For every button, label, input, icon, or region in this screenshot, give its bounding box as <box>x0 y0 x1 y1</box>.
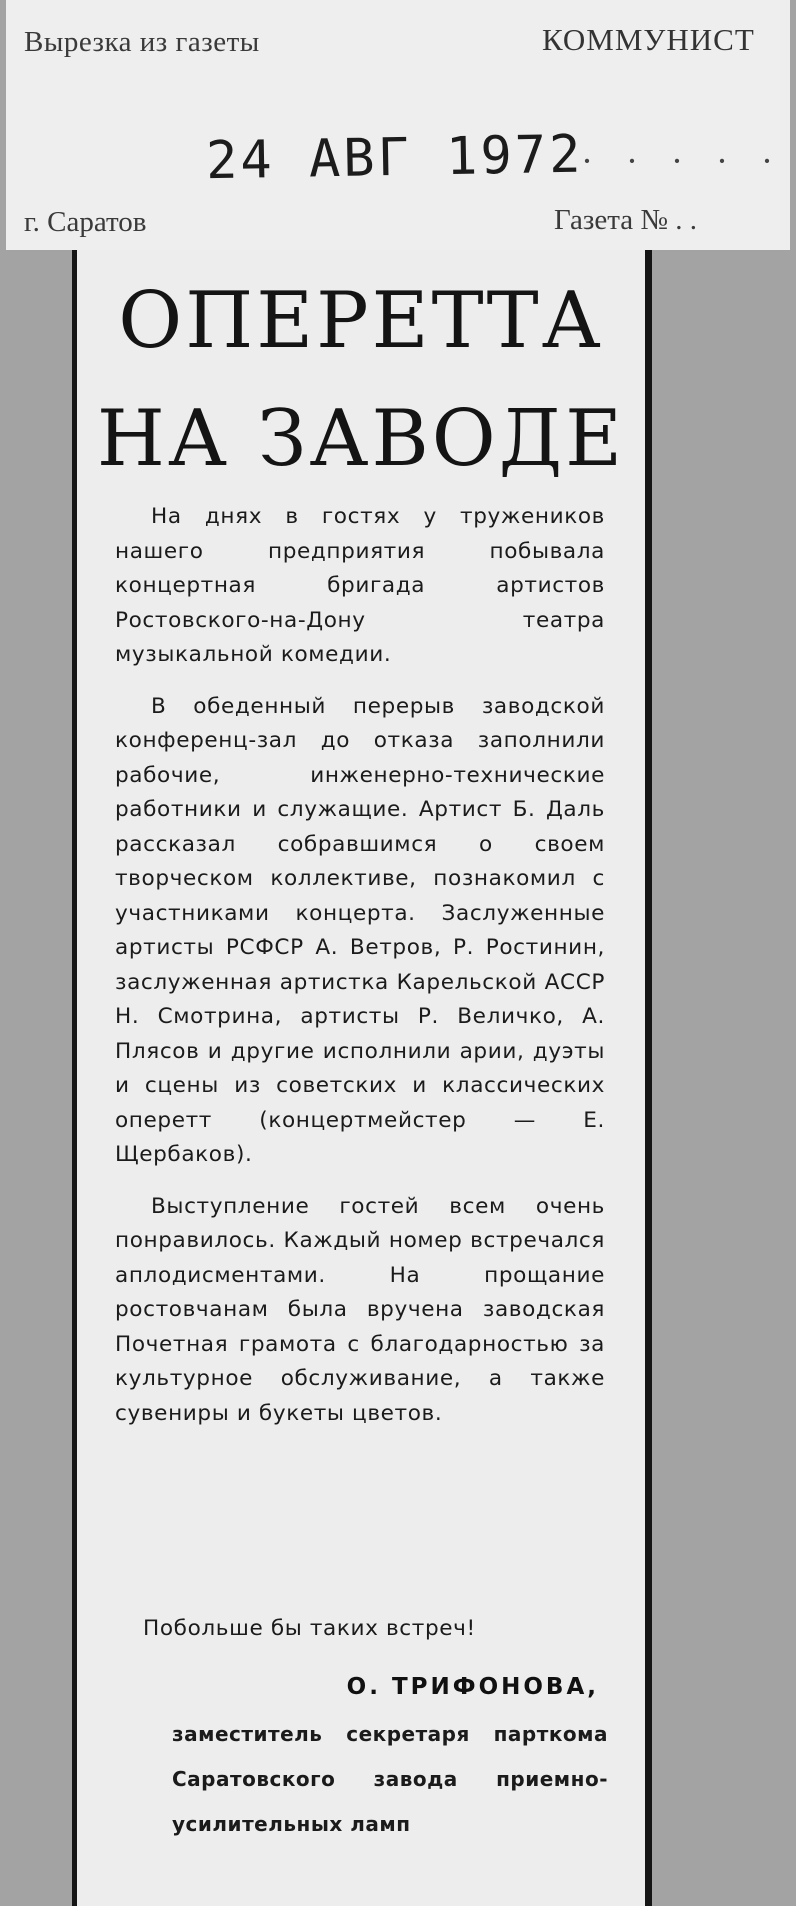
author-title: заместитель секретаря парткома Саратовского завода приемно-усилительных ламп <box>172 1722 608 1836</box>
date-dots: · · · · · <box>581 141 785 181</box>
headline-line-1: ОПЕРЕТТА <box>118 276 604 366</box>
author-name: О. ТРИФОНОВА, <box>346 1674 599 1700</box>
newspaper-clipping <box>72 250 652 1906</box>
city-label: г. Саратов <box>24 206 147 238</box>
article-body <box>115 500 605 1448</box>
article-paragraph: На днях в гостях у тружеников нашего предприятия побывала концертная бригада артистов Ростовского-на-Дону театра музыкальной комедии. <box>115 504 605 667</box>
date-stamp: 24 АВГ 1972 <box>205 124 584 192</box>
article-paragraph: Выступление гостей всем очень понравилось. Каждый номер встречался аплодисментами. На прощание ростовчанам была вручена заводская Почетная грамота с благодарностью за культурное обслуживание, а также сувениры и букеты цветов. <box>115 1193 605 1426</box>
source-label: Вырезка из газеты <box>24 26 260 58</box>
issue-label: Газета № . . <box>554 204 698 236</box>
archive-card <box>6 0 790 250</box>
newspaper-name: КОММУНИСТ <box>542 22 755 57</box>
closing-line: Побольше бы таких встреч! <box>143 1616 476 1641</box>
article-paragraph: В обеденный перерыв заводской конференц-зал до отказа заполнили рабочие, инженерно-технические работники и служащие. Артист Б. Даль рассказал собравшимся о своем творческом коллективе, познакомил с участниками концерта. Заслуженные артисты РСФСР А. Ветров, Р. Ростинин, заслуженная артистка Карельской АССР Н. Смотрина, артисты Р. Величко, А. Плясов и другие исполнили арии, дуэты и сцены из советских и классических оперетт (концертмейстер — Е. Щербаков). <box>115 693 605 1167</box>
headline-line-2: НА ЗАВОДЕ <box>96 394 626 484</box>
